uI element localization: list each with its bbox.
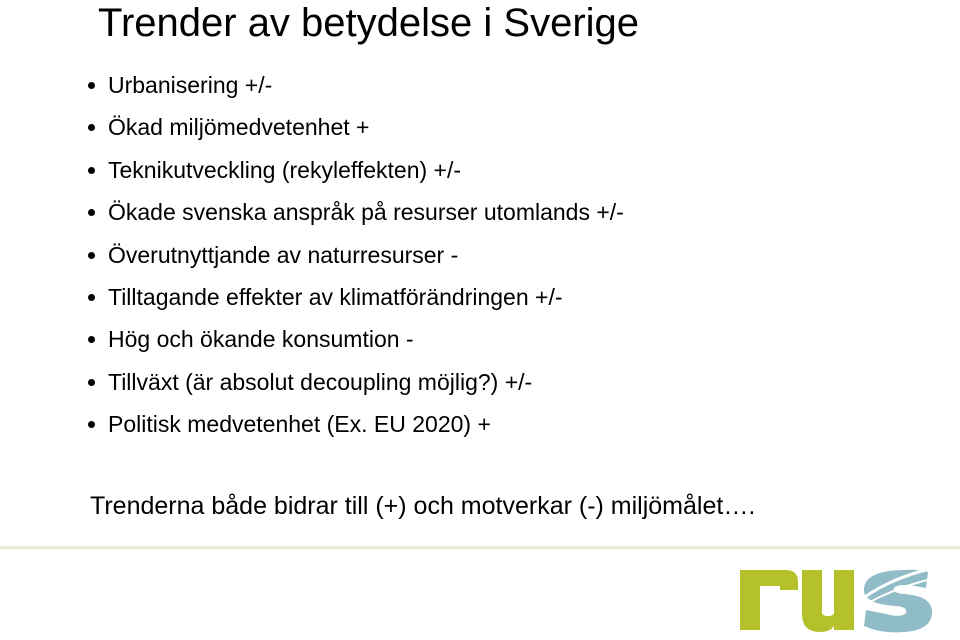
list-item-text: Ökade svenska anspråk på resurser utomlands +/- xyxy=(108,199,624,226)
rus-logo xyxy=(736,560,950,640)
bullet-icon xyxy=(88,421,95,428)
footer-divider xyxy=(0,546,960,549)
bullet-icon xyxy=(88,124,95,131)
list-item-text: Hög och ökande konsumtion - xyxy=(108,326,414,353)
list-item-text: Politisk medvetenhet (Ex. EU 2020) + xyxy=(108,411,491,438)
list-item-text: Teknikutveckling (rekyleffekten) +/- xyxy=(108,156,462,183)
bullet-icon xyxy=(88,82,95,89)
bullet-icon xyxy=(88,167,95,174)
list-item-text: Överutnyttjande av naturresurser - xyxy=(108,241,459,268)
bullet-icon xyxy=(88,252,95,259)
bullet-icon xyxy=(88,209,95,216)
slide-title: Trender av betydelse i Sverige xyxy=(98,1,640,45)
list-item-text: Urbanisering +/- xyxy=(108,72,273,98)
list-item-text: Tillväxt (är absolut decoupling möjlig?) +/- xyxy=(108,368,533,395)
summary-text: Trenderna både bidrar till (+) och motverkar (-) miljömålet…. xyxy=(90,492,756,520)
list-item-text: Tilltagande effekter av klimatförändringen +/- xyxy=(108,283,563,310)
bullet-icon xyxy=(88,379,95,386)
bullet-icon xyxy=(88,294,95,301)
list-item-text: Ökad miljömedvetenhet + xyxy=(108,114,370,141)
bullet-icon xyxy=(88,336,95,343)
